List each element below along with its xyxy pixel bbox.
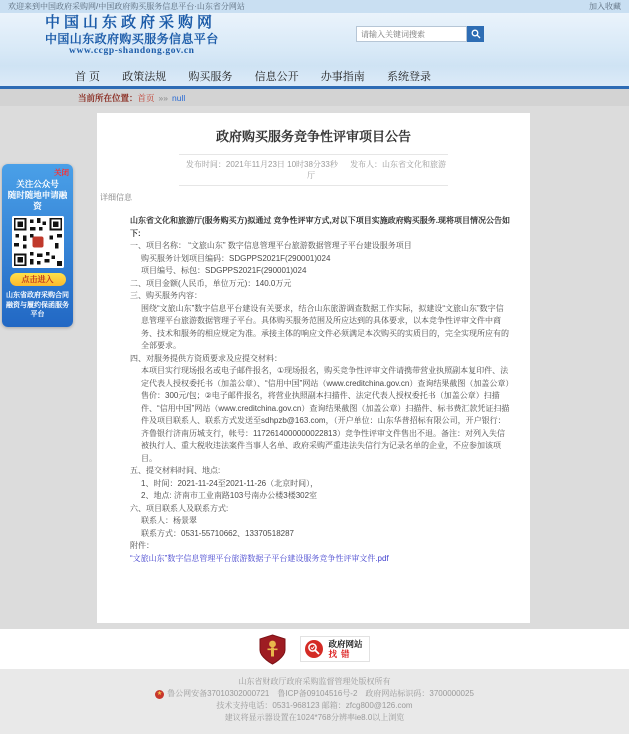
site-logo (45, 15, 219, 57)
add-favorite-link[interactable]: 加入收藏 (589, 2, 621, 11)
widget-caption-line1: 山东省政府采购合同 (6, 292, 69, 299)
police-emblem-icon: ★ (156, 690, 163, 697)
article-paragraph: 六、项目联系人及联系方式: (130, 503, 229, 513)
breadcrumb-home-link[interactable]: 首页 (137, 92, 155, 103)
attachment-area (97, 553, 530, 566)
copyright-text: 山东省财政厅政府采购监督管理处版权所有 (238, 677, 391, 686)
breadcrumb-separator: »» (158, 92, 168, 103)
article-paragraph: 联系人：杨景翠 (141, 516, 197, 525)
finance-widget (2, 164, 73, 327)
nav-item[interactable]: 系统登录 (387, 71, 431, 83)
nav-item[interactable]: 政策法规 (122, 71, 167, 83)
widget-enter-button[interactable]: 点击进入 (10, 273, 66, 286)
article-paragraph: 本项目实行现场报名或电子邮件报名，①现场报名，购买竞争性评审文件请携带营业执照副本复印件、法定代表人授权委托书（加盖公章）、“信用中国”网站（www.creditchina.gov.cn）查询结果截图（加盖公章）售价：300元/包；②电子邮件报名，将营业执照副本扫描件、法定代表人授权委托书（加盖公章）扫描件、“信用中国”网站（www.creditchina.gov.cn）查询结果截图（加盖公章）扫描件、标书费汇款凭证扫描件及项目联系人、联系方式发送至sdhpzb@163.com，（开户单位：山东华普招标有限公司，开户银行：齐鲁银行济南历城支行，帐号：1172614000000022813）竞争性评审文件售出不退。备注：对列入失信被执行人、重大税收违法案件当事人名单、政府采购严重违法失信行为记录名单的企业，不应参加该项目。 (141, 366, 510, 463)
error-badge-text (328, 639, 362, 659)
article-meta (179, 154, 447, 186)
site-error-badge[interactable] (300, 636, 369, 662)
article-paragraph: 2、地点: 济南市工业南路103号南办公楼3楼302室 (141, 491, 318, 500)
widget-caption-line2: 融资与履约保函服务平台 (6, 301, 69, 318)
attachment-link[interactable]: “文旅山东”数字信息管理平台旅游数据子平台建设服务竞争性评审文件.pdf (130, 553, 389, 563)
magnifier-badge-icon (304, 639, 324, 659)
site-header (0, 13, 629, 66)
footer-badges (0, 629, 629, 669)
search-button[interactable] (467, 26, 484, 42)
procurement-badge-icon (259, 634, 286, 665)
logo-url: www.ccgp-shandong.gov.cn (69, 46, 195, 56)
logo-subtitle: 中国山东政府购买服务信息平台 (45, 32, 219, 46)
breadcrumb (0, 89, 629, 106)
search-icon (471, 27, 481, 42)
logo-title: 中国山东政府采购网 (45, 15, 217, 31)
error-badge-line2: 找错 (328, 649, 354, 659)
main-nav (75, 68, 431, 84)
article-paragraph: 联系方式：0531-55710662、13370518287 (141, 528, 294, 538)
support-text: 技术支持电话：0531-968123 邮箱：zfcg800@126.com (216, 701, 413, 710)
browser-tip-text: 建议将显示器设置在1024*768分辨率ie8.0以上浏览 (224, 713, 405, 722)
qr-code-image (12, 216, 64, 268)
article-paragraph: 三、购买服务内容： (130, 291, 202, 300)
nav-item[interactable]: 购买服务 (188, 71, 233, 83)
main-nav-bar (0, 66, 629, 89)
nav-item[interactable]: 首 页 (75, 71, 101, 83)
widget-caption (6, 291, 69, 320)
search-input[interactable] (356, 26, 467, 42)
breadcrumb-current-link[interactable]: null (172, 92, 186, 103)
nav-item[interactable]: 办事指南 (320, 71, 365, 83)
search-box (356, 26, 484, 42)
breadcrumb-label: 当前所在位置： (78, 92, 138, 103)
article-paragraph: 五、提交材料时间、地点: (130, 466, 221, 475)
article-paragraph: 山东省文化和旅游厅(服务购买方)拟通过 竞争性评审方式,对以下项目实施政府购买服务.现将项目情况公告如下: (130, 216, 510, 238)
welcome-text: 欢迎来到中国政府采购网/中国政府购买服务信息平台·山东省分网站 (8, 2, 245, 11)
widget-headline-line1: 关注公众号 (16, 179, 59, 189)
article-body (97, 203, 530, 553)
article-title: 政府购买服务竞争性评审项目公告 (215, 129, 411, 144)
widget-headline-line2: 随时随地申请融资 (7, 190, 68, 211)
article-paragraph: 围绕“文旅山东”数字信息平台建设有关要求，结合山东旅游调查数据工作实际，拟建设“文旅山东”数字信息管理平台旅游数据管理子平台。具体购买服务范围及所应达到的具体要求，以本竞争性评审文件中商务、技术和服务的相应规定为准。承接主体的响应文件必须满足本次购买的实质目的，完全实现所应有的全部要求。 (141, 303, 509, 350)
article-paragraph: 项目编号、标包：SDGPPS2021F(290001)024 (141, 266, 307, 275)
article-paragraph: 购买服务计划项目编码：SDGPPS2021F(290001)024 (141, 253, 331, 263)
nav-item[interactable]: 信息公开 (254, 71, 299, 83)
widget-headline (6, 179, 69, 212)
error-badge-line1: 政府网站 (328, 639, 363, 649)
article-paragraph: 一、项目名称： “文旅山东” 数字信息管理平台旅游数据管理子平台建设服务项目 (130, 241, 412, 250)
article-panel (97, 113, 530, 623)
publisher: 发布人：山东省文化和旅游厅 (306, 160, 447, 180)
widget-close-button[interactable]: 关闭 (54, 168, 69, 177)
detail-tab: 详细信息 (100, 193, 132, 202)
article-paragraph: 四、对服务提供方资质要求及应提交材料： (130, 353, 282, 363)
article-paragraph: 附件： (130, 541, 154, 550)
publish-time: 发布时间：2021年11月23日 10时38分33秒 (185, 160, 338, 169)
registration-text: 鲁公网安备37010302000721 鲁ICP备09104516号-2 政府网站标识码：3700000025 (167, 689, 474, 698)
article-paragraph: 1、时间：2021-11-24至2021-11-26（北京时间）， (141, 478, 319, 488)
footer (0, 669, 629, 734)
article-paragraph: 二、项目金额(人民币，单位万元)：140.0万元 (130, 278, 292, 288)
topbar (0, 0, 629, 13)
main-content (0, 106, 629, 623)
